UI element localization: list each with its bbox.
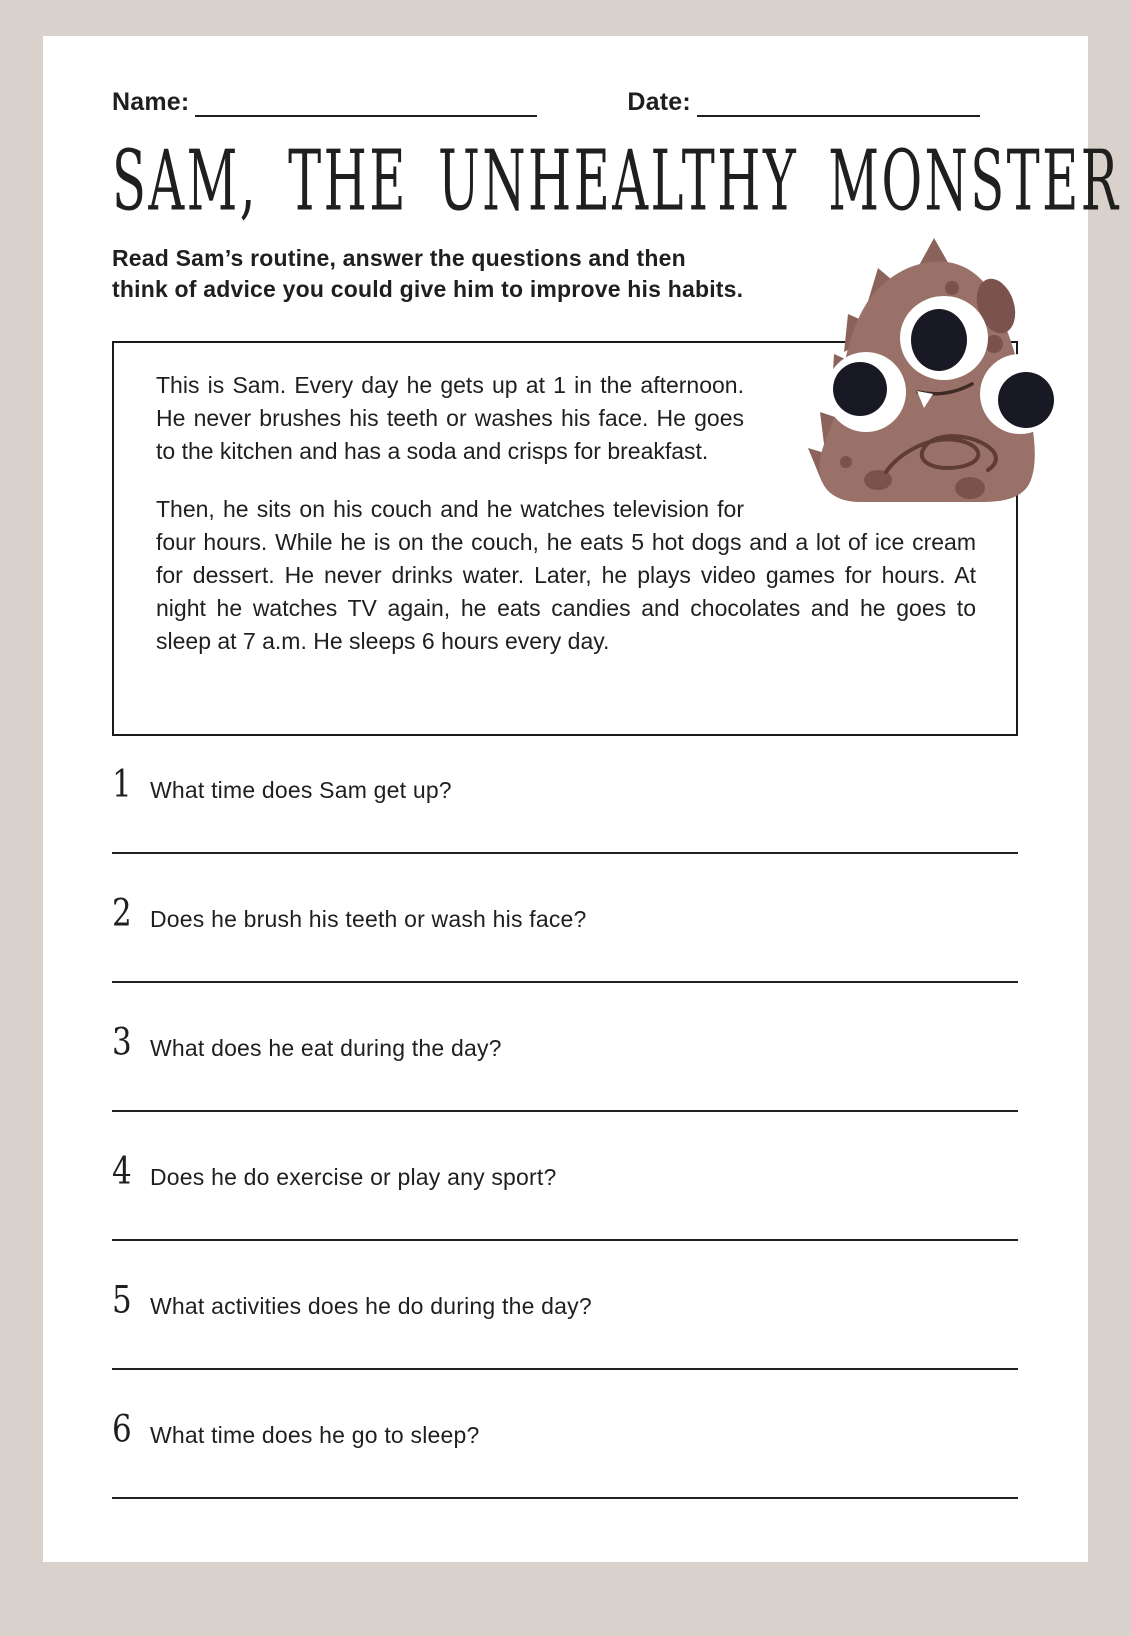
question-number: 6 (112, 1407, 132, 1451)
date-input-line[interactable] (697, 87, 980, 117)
question-block (112, 1407, 1019, 1499)
answer-line-3[interactable] (112, 1110, 1018, 1112)
question-text: What does he eat during the day? (150, 1035, 502, 1061)
passage-paragraph-1: This is Sam. Every day he gets up at 1 in the afternoon. He never brushes his teeth or washes his face. He goes to the kitchen and has a soda and crisps for breakfast. (156, 372, 744, 464)
answer-line-2[interactable] (112, 981, 1018, 983)
instructions-line-2: think of advice you could give him to improve his habits. (112, 276, 744, 302)
date-label: Date: (627, 88, 691, 116)
question-block (112, 891, 1019, 983)
question-text: What activities does he do during the day? (150, 1293, 592, 1319)
question-text: What time does he go to sleep? (150, 1422, 480, 1448)
question-text: Does he do exercise or play any sport? (150, 1164, 557, 1190)
name-input-line[interactable] (195, 87, 537, 117)
answer-line-5[interactable] (112, 1368, 1018, 1370)
question-block (112, 1149, 1019, 1241)
header-fields (112, 36, 1019, 117)
page-title: SAM, THE UNHEALTHY MONSTER (112, 131, 1121, 230)
instructions-line-1: Read Sam’s routine, answer the questions and then (112, 245, 686, 271)
passage-paragraph-2: Then, he sits on his couch and he watches television for four hours. While he is on the couch, he eats 5 hot dogs and a lot of ice cream for dessert. He never drinks water. Later, he plays video games for hours. At night he watches TV again, he eats candies and chocolates and he goes to sleep at 7 a.m. He sleeps 6 hours every day. (156, 496, 976, 654)
name-label: Name: (112, 88, 190, 116)
answer-line-6[interactable] (112, 1497, 1018, 1499)
question-number: 3 (112, 1020, 132, 1064)
question-number: 5 (112, 1278, 132, 1322)
monster-eye-left (826, 352, 906, 432)
question-text: What time does Sam get up? (150, 777, 452, 803)
question-block (112, 1020, 1019, 1112)
answer-line-4[interactable] (112, 1239, 1018, 1241)
worksheet-page (43, 36, 1121, 1562)
question-block (112, 762, 1019, 854)
question-number: 4 (112, 1149, 132, 1193)
question-number: 1 (112, 762, 132, 806)
monster-eye-right (980, 354, 1060, 434)
answer-line-1[interactable] (112, 852, 1018, 854)
monster-illustration (790, 228, 1058, 514)
instructions (112, 243, 832, 305)
question-number: 2 (112, 891, 132, 935)
question-block (112, 1278, 1019, 1370)
question-list (112, 762, 1019, 1499)
title-wrap (112, 131, 1121, 230)
question-text: Does he brush his teeth or wash his face? (150, 906, 587, 932)
monster-eye-center (900, 296, 988, 380)
